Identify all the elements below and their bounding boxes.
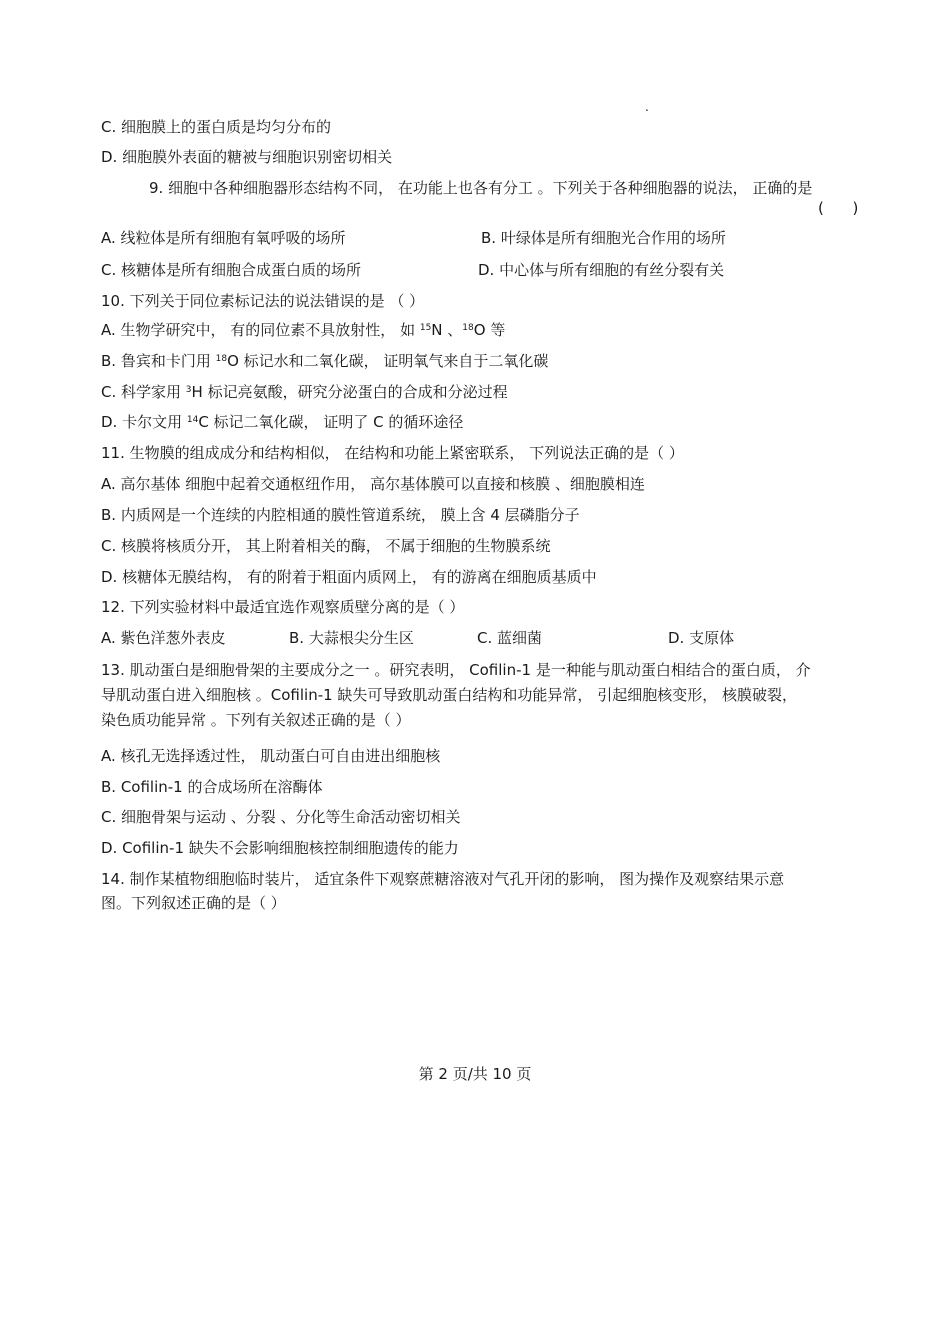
q10-option-c (101, 382, 508, 402)
q10-d-sup: 14 (186, 415, 199, 425)
q13-stem-line2: 导肌动蛋白进入细胞核 。Cofilin-1 缺失可导致肌动蛋白结构和功能异常， 引起细胞核变形， 核膜破裂， (101, 686, 797, 704)
q11-option-b: B. 内质网是一个连续的内腔相通的膜性管道系统， 膜上含 4 层磷脂分子 (101, 506, 580, 524)
prev-option-d: D. 细胞膜外表面的糖被与细胞识别密切相关 (101, 148, 393, 166)
q13-stem-line3: 染色质功能异常 。下列有关叙述正确的是（ ） (101, 711, 411, 729)
q11-option-d: D. 核糖体无膜结构， 有的附着于粗面内质网上， 有的游离在细胞质基质中 (101, 568, 597, 586)
q9-stem: 9. 细胞中各种细胞器形态结构不同， 在功能上也各有分工 。下列关于各种细胞器的说法， 正确的是 (149, 179, 813, 197)
q9-option-b: B. 叶绿体是所有细胞光合作用的场所 (481, 229, 726, 247)
q14-stem-line1: 14. 制作某植物细胞临时装片， 适宜条件下观察蔗糖溶液对气孔开闭的影响， 图为操作及观察结果示意 (101, 870, 785, 888)
q10-a-mid: N 、 (431, 321, 463, 339)
q10-option-a (101, 320, 505, 340)
q10-c-sup: 3 (185, 385, 192, 395)
q9-answer-blank: ( ) (818, 199, 859, 217)
q13-option-d: D. Cofilin-1 缺失不会影响细胞核控制细胞遗传的能力 (101, 839, 459, 857)
q10-d-prefix: D. 卡尔文用 (101, 413, 187, 431)
q10-a-sup2: 18 (462, 323, 474, 333)
q10-a-prefix: A. 生物学研究中， 有的同位素不具放射性， 如 (101, 321, 420, 339)
q10-option-b (101, 351, 548, 371)
q10-c-prefix: C. 科学家用 (101, 383, 186, 401)
q10-stem: 10. 下列关于同位素标记法的说法错误的是 （ ） (101, 292, 425, 310)
q9-option-d: D. 中心体与所有细胞的有丝分裂有关 (478, 261, 725, 279)
q10-b-suffix: O 标记水和二氧化碳， 证明氧气来自于二氧化碳 (227, 352, 549, 370)
q12-option-c: C. 蓝细菌 (477, 629, 543, 647)
q13-option-b: B. Cofilin-1 的合成场所在溶酶体 (101, 778, 323, 796)
q11-stem: 11. 生物膜的组成成分和结构相似， 在结构和功能上紧密联系， 下列说法正确的是（ ） (101, 444, 684, 462)
q14-stem-line2: 图。下列叙述正确的是（ ） (101, 894, 286, 912)
q13-option-c: C. 细胞骨架与运动 、分裂 、分化等生命活动密切相关 (101, 808, 461, 826)
q10-d-suffix: C 标记二氧化碳， 证明了 C 的循环途径 (198, 413, 464, 431)
q12-option-b: B. 大蒜根尖分生区 (289, 629, 414, 647)
q10-a-suffix: O 等 (473, 321, 506, 339)
q13-stem-line1: 13. 肌动蛋白是细胞骨架的主要成分之一 。研究表明， Cofilin-1 是一种能与肌动蛋白相结合的蛋白质， 介 (101, 661, 811, 679)
q11-option-c: C. 核膜将核质分开， 其上附着相关的酶， 不属于细胞的生物膜系统 (101, 537, 551, 555)
q10-c-suffix: H 标记亮氨酸，研究分泌蛋白的合成和分泌过程 (191, 383, 508, 401)
q9-option-a: A. 线粒体是所有细胞有氧呼吸的场所 (101, 229, 346, 247)
q10-b-sup: 18 (215, 354, 228, 364)
q12-option-a: A. 紫色洋葱外表皮 (101, 629, 226, 647)
prev-option-c: C. 细胞膜上的蛋白质是均匀分布的 (101, 118, 332, 136)
q9-option-c: C. 核糖体是所有细胞合成蛋白质的场所 (101, 261, 362, 279)
q10-b-prefix: B. 鲁宾和卡门用 (101, 352, 216, 370)
page-footer: 第 2 页/共 10 页 (418, 1065, 532, 1083)
stray-dot: . (645, 100, 649, 114)
q12-option-d: D. 支原体 (668, 629, 735, 647)
q11-option-a: A. 高尔基体 细胞中起着交通枢纽作用， 高尔基体膜可以直接和核膜 、细胞膜相连 (101, 475, 645, 493)
q13-option-a: A. 核孔无选择透过性， 肌动蛋白可自由进出细胞核 (101, 747, 441, 765)
q10-option-d (101, 412, 463, 432)
q10-a-sup1: 15 (419, 323, 432, 333)
q12-stem: 12. 下列实验材料中最适宜选作观察质壁分离的是（ ） (101, 598, 465, 616)
